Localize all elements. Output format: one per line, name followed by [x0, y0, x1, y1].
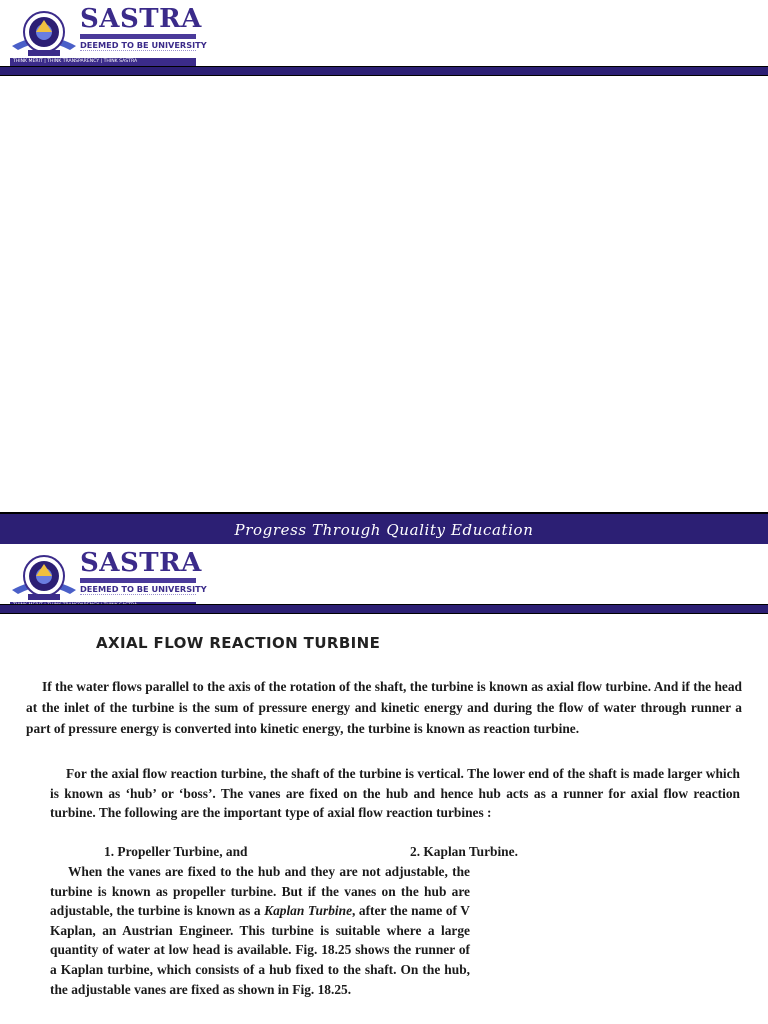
header-bar: [0, 604, 768, 614]
university-logo: [10, 4, 207, 64]
list-item-kaplan: 2. Kaplan Turbine.: [410, 844, 518, 859]
wordmark: [80, 4, 207, 64]
brand-strip: [80, 34, 196, 39]
paragraph-hub-description: For the axial flow reaction turbine, the shaft of the turbine is vertical. The lower end of the shaft is made larger which is known as ‘hub’ or ‘boss’. The vanes are fixed on the hub and hence hub acts as a runner for axial flow reaction turbine. The following are the important type of axial flow reaction turbines :: [50, 766, 740, 821]
page-title: AXIAL FLOW REACTION TURBINE: [96, 634, 381, 652]
paragraph-kaplan-description: [50, 862, 470, 999]
brand-divider: [80, 594, 196, 597]
footer-motto: Progress Through Quality Education: [234, 521, 534, 539]
university-logo: [10, 548, 207, 608]
university-emblem-icon: [10, 6, 78, 64]
para3-part-b: , after the name of V Kaplan, an Austrian Engineer. This turbine is suitable where a large quantity of water at low head is available. Fig. 18.25 shows the runner of a Kaplan turbine, which consists of a hub fixed to the shaft. On the hub, the adjustable vanes are fixed as shown in Fig. 18.25.: [50, 903, 470, 997]
brand-name: SASTRA: [80, 4, 202, 34]
footer-bar: [0, 512, 768, 544]
brand-subtitle: DEEMED TO BE UNIVERSITY: [80, 584, 207, 594]
brand-divider: [80, 50, 196, 53]
brand-subtitle: DEEMED TO BE UNIVERSITY: [80, 40, 207, 50]
brand-strip: [80, 578, 196, 583]
wordmark: [80, 548, 207, 608]
slide-2: [0, 544, 768, 1024]
tagline: THINK MERIT | THINK TRANSPARENCY | THINK SASTRA: [10, 58, 196, 66]
university-emblem-icon: [10, 550, 78, 608]
para3-part-a: When the vanes are fixed to the hub and they are not adjustable, the turbine is known as propeller turbine. But if the vanes on the hub are adjustable, the turbine is known as a: [50, 864, 470, 919]
paragraph-axial-flow-definition: If the water flows parallel to the axis of the rotation of the shaft, the turbine is known as axial flow turbine. And if the head at the inlet of the turbine is the sum of pressure energy and kinetic energy and during the flow of water through runner a part of pressure energy is converted into kinetic energy, the turbine is known as reaction turbine.: [26, 679, 742, 736]
kaplan-term: Kaplan Turbine: [264, 903, 353, 919]
brand-name: SASTRA: [80, 548, 202, 578]
header-bar: [0, 66, 768, 76]
list-item-propeller: 1. Propeller Turbine, and: [104, 844, 248, 859]
